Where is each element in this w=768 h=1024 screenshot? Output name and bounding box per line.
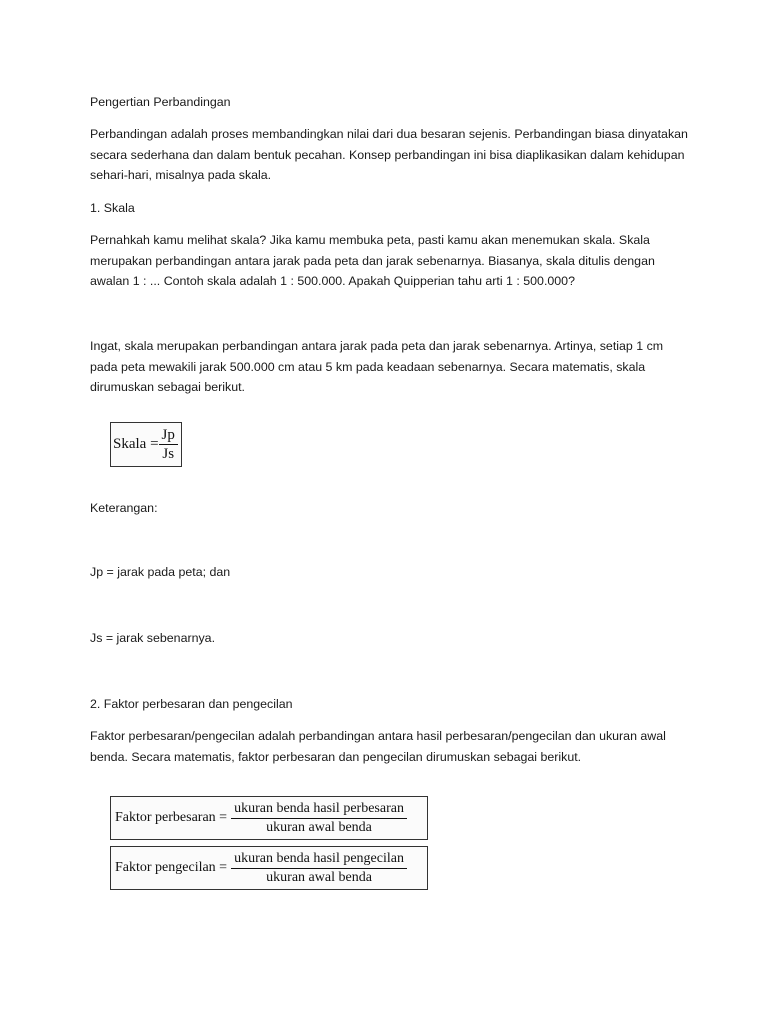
- skala-formula: [110, 422, 182, 467]
- faktor-pengecilan-fraction: [231, 850, 407, 887]
- document-title: Pengertian Perbandingan: [90, 95, 231, 109]
- intro-paragraph: Perbandingan adalah proses membandingkan nilai dari dua besaran sejenis. Perbandingan biasa dinyatakan secara sederhana dan dalam bentuk pecahan. Konsep perbandingan ini bisa diaplikasikan dalam kehidupan sehari-hari, misalnya pada skala.: [90, 127, 688, 182]
- faktor-pengecilan-formula: [110, 846, 428, 890]
- faktor-perbesaran-lhs: Faktor perbesaran =: [115, 809, 228, 825]
- faktor-perbesaran-formula: [110, 796, 428, 840]
- skala-formula-numerator: Jp: [159, 426, 178, 445]
- skala-formula-denominator: Js: [162, 446, 175, 462]
- js-definition: Js = jarak sebenarnya.: [90, 631, 216, 645]
- skala-formula-fraction: [159, 426, 178, 463]
- faktor-perbesaran-fraction: [231, 800, 407, 837]
- keterangan-label: Keterangan:: [90, 501, 158, 515]
- faktor-pengecilan-numerator: ukuran benda hasil pengecilan: [231, 850, 407, 869]
- faktor-perbesaran-numerator: ukuran benda hasil perbesaran: [231, 800, 407, 819]
- faktor-pengecilan-denominator: ukuran awal benda: [266, 869, 372, 885]
- faktor-paragraph: Faktor perbesaran/pengecilan adalah perbandingan antara hasil perbesaran/pengecilan dan ukuran awal benda. Secara matematis, faktor perbesaran dan pengecilan dirumuskan sebagai berikut.: [90, 729, 666, 764]
- skala-formula-lhs: Skala =: [113, 436, 159, 453]
- section-1-heading: 1. Skala: [90, 201, 135, 215]
- faktor-pengecilan-lhs: Faktor pengecilan =: [115, 859, 228, 875]
- faktor-perbesaran-denominator: ukuran awal benda: [266, 819, 372, 835]
- skala-paragraph-2: Ingat, skala merupakan perbandingan antara jarak pada peta dan jarak sebenarnya. Artinya, setiap 1 cm pada peta mewakili jarak 500.000 cm atau 5 km pada keadaan sebenarnya. Secara matematis, skala dirumuskan sebagai berikut.: [90, 339, 664, 394]
- section-2-heading: 2. Faktor perbesaran dan pengecilan: [90, 697, 293, 711]
- skala-paragraph-1: Pernahkah kamu melihat skala? Jika kamu membuka peta, pasti kamu akan menemukan skala. Skala merupakan perbandingan antara jarak pada peta dan jarak sebenarnya. Biasanya, skala ditulis dengan awalan 1 : ... Contoh skala adalah 1 : 500.000. Apakah Quipperian tahu arti 1 : 500.000?: [90, 233, 655, 288]
- jp-definition: Jp = jarak pada peta; dan: [90, 565, 231, 579]
